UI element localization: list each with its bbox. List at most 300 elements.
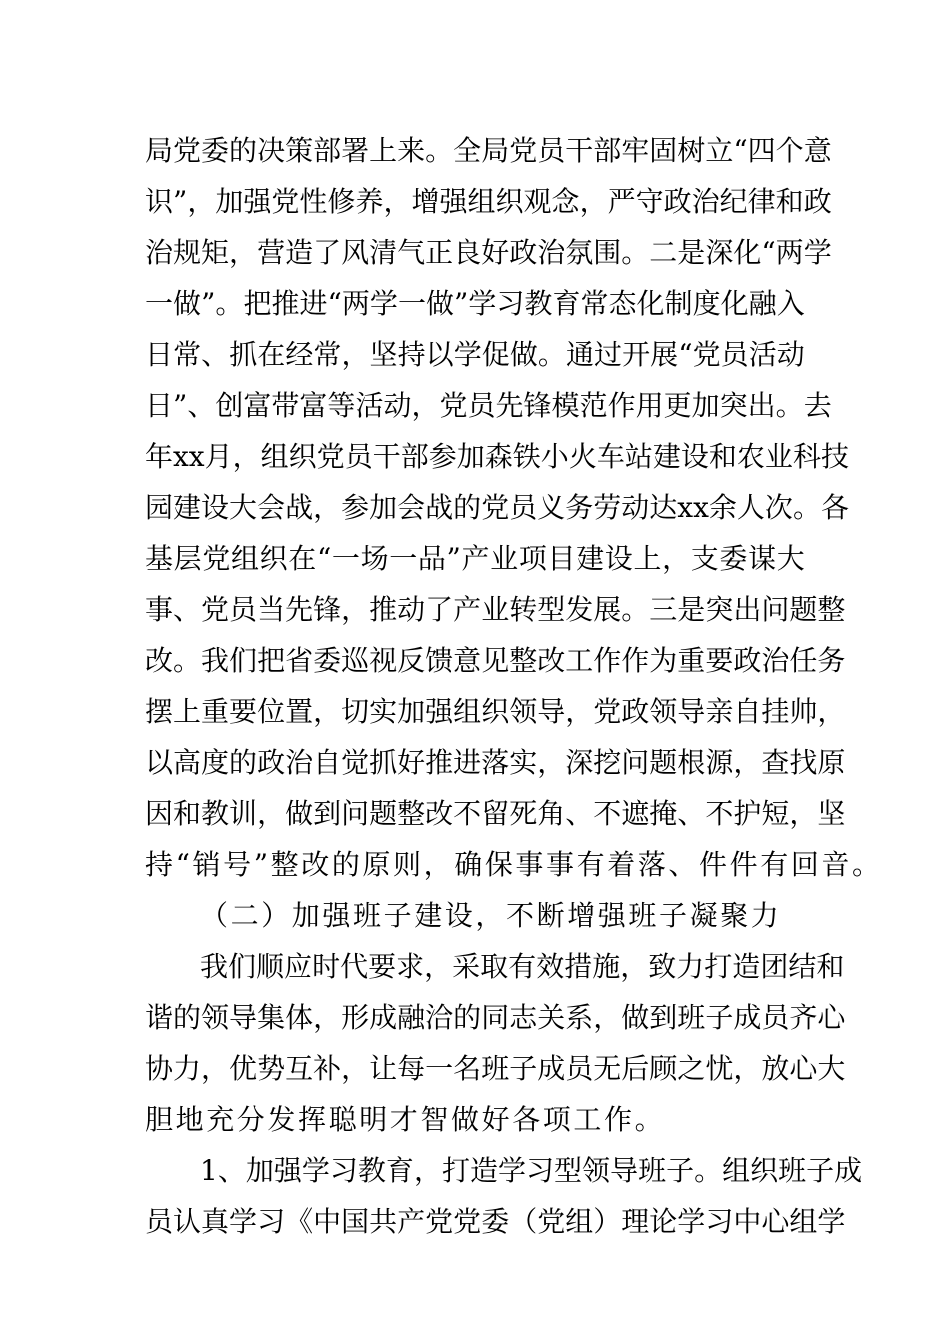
glyph: 矩 <box>201 236 230 269</box>
glyph: 团 <box>760 950 789 983</box>
glyph: 子 <box>666 1154 695 1187</box>
glyph: 源 <box>705 746 734 779</box>
glyph: 四 <box>747 134 776 167</box>
glyph: 治 <box>761 644 790 677</box>
glyph: 把 <box>257 644 286 677</box>
glyph: 展 <box>593 593 622 626</box>
glyph: 开 <box>622 338 651 371</box>
glyph: ” <box>173 389 188 422</box>
glyph: 的 <box>453 491 482 524</box>
glyph: 结 <box>788 950 817 983</box>
glyph: 织 <box>750 1154 779 1187</box>
glyph: 动 <box>621 491 650 524</box>
glyph: 育 <box>385 1154 414 1187</box>
glyph: 会 <box>257 491 286 524</box>
glyph: 找 <box>789 746 818 779</box>
glyph: 局 <box>481 134 510 167</box>
glyph: 建 <box>576 542 605 575</box>
glyph: 三 <box>649 593 678 626</box>
glyph: 应 <box>284 950 313 983</box>
glyph: 念 <box>551 185 580 218</box>
glyph: 留 <box>481 797 510 830</box>
glyph: 做 <box>509 338 538 371</box>
glyph: 让 <box>369 1052 398 1085</box>
glyph: 习 <box>257 1205 286 1238</box>
glyph: 突 <box>719 389 748 422</box>
glyph: 习 <box>705 1205 734 1238</box>
glyph: 基 <box>145 542 174 575</box>
glyph: 、 <box>187 389 216 422</box>
glyph: 效 <box>536 950 565 983</box>
glyph: 视 <box>369 644 398 677</box>
glyph: 做 <box>285 797 314 830</box>
glyph: 设 <box>201 491 230 524</box>
glyph: 学 <box>301 1154 330 1187</box>
glyph: 律 <box>747 185 776 218</box>
glyph: 政 <box>663 185 692 218</box>
glyph: “ <box>678 338 693 371</box>
glyph: 好 <box>481 236 510 269</box>
glyph: 改 <box>425 797 454 830</box>
glyph: 动 <box>397 593 426 626</box>
glyph: 不 <box>453 797 482 830</box>
glyph: ， <box>413 1154 442 1187</box>
glyph: 造 <box>285 236 314 269</box>
glyph: 参 <box>341 491 370 524</box>
glyph: 常 <box>313 338 342 371</box>
glyph: 力 <box>173 1052 202 1085</box>
glyph: 员 <box>509 491 538 524</box>
glyph: 上 <box>369 134 398 167</box>
glyph: 班 <box>481 1052 510 1085</box>
glyph: 组 <box>260 440 289 473</box>
glyph: 是 <box>677 593 706 626</box>
glyph: 范 <box>579 389 608 422</box>
glyph: 到 <box>313 797 342 830</box>
glyph: 馈 <box>425 644 454 677</box>
glyph: ， <box>341 593 370 626</box>
glyph: 协 <box>145 1052 174 1085</box>
glyph: “ <box>327 287 342 320</box>
glyph: 。 <box>621 236 650 269</box>
glyph: 整 <box>817 593 846 626</box>
glyph: 纪 <box>719 185 748 218</box>
glyph: 全 <box>453 134 482 167</box>
glyph: 科 <box>792 440 821 473</box>
glyph: 织 <box>288 440 317 473</box>
glyph: 重 <box>201 695 230 728</box>
glyph: 突 <box>705 593 734 626</box>
glyph: 谋 <box>748 542 777 575</box>
glyph: 修 <box>327 185 356 218</box>
glyph: 挖 <box>593 746 622 779</box>
glyph: 关 <box>537 1001 566 1034</box>
glyph: 打 <box>704 950 733 983</box>
glyph: 树 <box>677 134 706 167</box>
text-line <box>145 488 849 528</box>
glyph: 、 <box>217 1154 246 1187</box>
glyph: 牢 <box>621 134 650 167</box>
glyph: 。 <box>621 593 650 626</box>
glyph: 每 <box>397 1052 426 1085</box>
glyph: 技 <box>820 440 849 473</box>
glyph: 年 <box>145 440 174 473</box>
glyph: 有 <box>508 950 537 983</box>
text-line <box>145 998 846 1038</box>
glyph: 入 <box>776 287 805 320</box>
glyph: 加 <box>215 185 244 218</box>
glyph: 党 <box>425 1205 454 1238</box>
glyph: 作 <box>621 644 650 677</box>
glyph: 进 <box>299 287 328 320</box>
glyph: “ <box>316 542 332 575</box>
glyph: 反 <box>397 644 426 677</box>
glyph: 员 <box>537 134 566 167</box>
glyph: 模 <box>551 389 580 422</box>
glyph: 用 <box>635 389 664 422</box>
glyph: 的 <box>173 1001 202 1034</box>
glyph: 员 <box>344 440 373 473</box>
glyph: ， <box>341 1052 370 1085</box>
glyph: 习 <box>496 287 525 320</box>
glyph: 部 <box>313 134 342 167</box>
glyph: 意 <box>803 134 832 167</box>
glyph: 创 <box>215 389 244 422</box>
glyph: 更 <box>663 389 692 422</box>
glyph: 亲 <box>705 695 734 728</box>
glyph: 中 <box>733 1205 762 1238</box>
glyph: 等 <box>327 389 356 422</box>
glyph: 推 <box>369 593 398 626</box>
glyph: 余 <box>708 491 737 524</box>
glyph: 加 <box>397 695 426 728</box>
glyph: ， <box>411 389 440 422</box>
glyph: 员 <box>720 338 749 371</box>
glyph: 导 <box>537 695 566 728</box>
glyph: 领 <box>201 1001 230 1034</box>
glyph: 了 <box>313 236 342 269</box>
glyph: 政 <box>621 695 650 728</box>
text-line <box>145 590 846 630</box>
paragraph-last-line: 持“销号”整改的原则，确保事事有着落、件件有回音。 <box>145 848 883 881</box>
glyph: ， <box>383 185 412 218</box>
paragraph-last-line: 胆地充分发挥聪明才智做好各项工作。 <box>145 1103 666 1136</box>
glyph: 组 <box>565 1205 594 1238</box>
glyph: 治 <box>285 746 314 779</box>
text-line <box>145 233 832 273</box>
glyph: 劳 <box>593 491 622 524</box>
glyph: ， <box>424 950 453 983</box>
glyph: 们 <box>228 950 257 983</box>
glyph: 顺 <box>256 950 285 983</box>
glyph: 强 <box>425 695 454 728</box>
glyph: 锋 <box>523 389 552 422</box>
glyph: ” <box>173 185 188 218</box>
glyph: ” <box>446 542 461 575</box>
glyph: 型 <box>537 593 566 626</box>
glyph: 后 <box>621 1052 650 1085</box>
glyph: 帅 <box>789 695 818 728</box>
glyph: 党 <box>202 542 231 575</box>
glyph: 教 <box>357 1154 386 1187</box>
glyph: 党 <box>439 389 468 422</box>
glyph: ， <box>313 695 342 728</box>
glyph: 一 <box>331 542 360 575</box>
glyph: 、 <box>565 797 594 830</box>
glyph: xx <box>677 491 709 524</box>
glyph: ， <box>817 695 846 728</box>
glyph: 化 <box>636 287 665 320</box>
glyph: 育 <box>552 287 581 320</box>
glyph: 大 <box>776 542 805 575</box>
glyph: （ <box>509 1205 538 1238</box>
glyph: 织 <box>481 695 510 728</box>
glyph: 要 <box>229 695 258 728</box>
glyph: 一 <box>145 287 174 320</box>
glyph: 做 <box>173 287 202 320</box>
glyph: 通 <box>565 338 594 371</box>
glyph: 落 <box>481 746 510 779</box>
glyph: 二 <box>649 236 678 269</box>
glyph: 系 <box>565 1001 594 1034</box>
glyph: 护 <box>733 797 762 830</box>
glyph: 党 <box>537 1205 566 1238</box>
glyph: “ <box>733 134 748 167</box>
glyph: 不 <box>593 797 622 830</box>
glyph: 推 <box>425 746 454 779</box>
glyph: 党 <box>173 134 202 167</box>
glyph: 学 <box>817 1205 846 1238</box>
glyph: ， <box>257 797 286 830</box>
glyph: 遮 <box>621 797 650 830</box>
glyph: 致 <box>648 950 677 983</box>
glyph: 部 <box>593 134 622 167</box>
glyph: 立 <box>705 134 734 167</box>
glyph: ， <box>229 236 258 269</box>
glyph: 整 <box>397 797 426 830</box>
glyph: 组 <box>453 695 482 728</box>
glyph: 党 <box>453 1205 482 1238</box>
glyph: 习 <box>329 1154 358 1187</box>
glyph: 动 <box>776 338 805 371</box>
glyph: 党 <box>593 695 622 728</box>
glyph: 1 <box>200 1154 218 1187</box>
glyph: 决 <box>257 134 286 167</box>
glyph: ， <box>201 1052 230 1085</box>
glyph: 施 <box>592 950 621 983</box>
glyph: ， <box>341 338 370 371</box>
glyph: 车 <box>596 440 625 473</box>
glyph: 死 <box>509 797 538 830</box>
glyph: 义 <box>537 491 566 524</box>
glyph: 掩 <box>649 797 678 830</box>
glyph: 推 <box>271 287 300 320</box>
glyph: 展 <box>650 338 679 371</box>
text-line <box>145 539 805 579</box>
text-line <box>145 386 832 426</box>
glyph: ， <box>187 185 216 218</box>
glyph: 加 <box>691 389 720 422</box>
glyph: 治 <box>537 236 566 269</box>
glyph: 上 <box>633 542 662 575</box>
glyph: 班 <box>677 1001 706 1034</box>
glyph: 问 <box>761 593 790 626</box>
glyph: 学 <box>369 287 398 320</box>
glyph: 、 <box>677 797 706 830</box>
glyph: 清 <box>369 236 398 269</box>
glyph: 志 <box>509 1001 538 1034</box>
glyph: 成 <box>537 1052 566 1085</box>
glyph: 务 <box>817 644 846 677</box>
glyph: 正 <box>425 236 454 269</box>
glyph: 做 <box>621 1001 650 1034</box>
glyph: 各 <box>820 491 849 524</box>
glyph: 干 <box>372 440 401 473</box>
glyph: 经 <box>285 338 314 371</box>
glyph: 气 <box>397 236 426 269</box>
glyph: 优 <box>229 1052 258 1085</box>
glyph: 委 <box>313 644 342 677</box>
glyph: 训 <box>229 797 258 830</box>
glyph: 题 <box>649 746 678 779</box>
glyph: 党 <box>692 338 721 371</box>
glyph: 活 <box>748 338 777 371</box>
glyph: 员 <box>229 593 258 626</box>
glyph: ， <box>593 1001 622 1034</box>
glyph: 加 <box>245 1154 274 1187</box>
glyph: 来 <box>397 134 426 167</box>
glyph: ， <box>537 746 566 779</box>
glyph: 参 <box>428 440 457 473</box>
glyph: 次 <box>764 491 793 524</box>
glyph: 在 <box>288 542 317 575</box>
glyph: 任 <box>789 644 818 677</box>
glyph: 到 <box>649 1001 678 1034</box>
glyph: 学 <box>453 338 482 371</box>
glyph: 中 <box>313 1205 342 1238</box>
glyph: 目 <box>547 542 576 575</box>
glyph: ， <box>789 797 818 830</box>
glyph: 学 <box>229 1205 258 1238</box>
glyph: 铁 <box>512 440 541 473</box>
glyph: 设 <box>680 440 709 473</box>
glyph: ” <box>454 287 469 320</box>
glyph: 重 <box>677 644 706 677</box>
glyph: 角 <box>537 797 566 830</box>
glyph: 以 <box>145 746 174 779</box>
glyph: 我 <box>201 644 230 677</box>
glyph: 领 <box>582 1154 611 1187</box>
glyph: ， <box>620 950 649 983</box>
glyph: 形 <box>341 1001 370 1034</box>
glyph: 改 <box>145 644 174 677</box>
glyph: 真 <box>201 1205 230 1238</box>
glyph: 员 <box>467 389 496 422</box>
glyph: 班 <box>778 1154 807 1187</box>
glyph: 体 <box>285 1001 314 1034</box>
glyph: 型 <box>554 1154 583 1187</box>
glyph: 产 <box>397 1205 426 1238</box>
glyph: 整 <box>509 644 538 677</box>
glyph: 部 <box>400 440 429 473</box>
glyph: 做 <box>425 287 454 320</box>
glyph: 论 <box>649 1205 678 1238</box>
glyph: 好 <box>397 746 426 779</box>
glyph: 力 <box>676 950 705 983</box>
glyph: 支 <box>690 542 719 575</box>
glyph: 增 <box>411 185 440 218</box>
glyph: 无 <box>593 1052 622 1085</box>
glyph: 织 <box>259 542 288 575</box>
glyph: 成 <box>834 1154 863 1187</box>
glyph: 组 <box>230 542 259 575</box>
glyph: 名 <box>453 1052 482 1085</box>
glyph: 领 <box>509 695 538 728</box>
glyph: 的 <box>229 134 258 167</box>
glyph: 良 <box>453 236 482 269</box>
glyph: 政 <box>509 236 538 269</box>
glyph: 以 <box>425 338 454 371</box>
text-line <box>145 437 849 477</box>
glyph: 两 <box>341 287 370 320</box>
glyph: 一 <box>397 287 426 320</box>
glyph: 个 <box>775 134 804 167</box>
glyph: 常 <box>580 287 609 320</box>
glyph: 项 <box>518 542 547 575</box>
glyph: xx <box>173 440 205 473</box>
glyph: 产 <box>453 593 482 626</box>
glyph: 导 <box>229 1001 258 1034</box>
glyph: 站 <box>624 440 653 473</box>
text-line <box>145 641 846 681</box>
glyph: 政 <box>733 644 762 677</box>
glyph: 理 <box>621 1205 650 1238</box>
glyph: 强 <box>273 1154 302 1187</box>
glyph: 党 <box>316 440 345 473</box>
glyph: 取 <box>480 950 509 983</box>
glyph: 党 <box>509 134 538 167</box>
glyph: 抓 <box>229 338 258 371</box>
glyph: 月 <box>204 440 233 473</box>
glyph: 坚 <box>369 338 398 371</box>
glyph: 动 <box>383 389 412 422</box>
glyph: 根 <box>677 746 706 779</box>
glyph: 治 <box>691 185 720 218</box>
glyph: 坚 <box>817 797 846 830</box>
glyph: 日 <box>145 338 174 371</box>
glyph: ） <box>593 1205 622 1238</box>
glyph: 抓 <box>369 746 398 779</box>
glyph: “ <box>761 236 776 269</box>
glyph: 性 <box>299 185 328 218</box>
glyph: 实 <box>509 746 538 779</box>
glyph: 融 <box>748 287 777 320</box>
glyph: 锋 <box>313 593 342 626</box>
glyph: 导 <box>677 695 706 728</box>
glyph: 养 <box>355 185 384 218</box>
glyph: 心 <box>789 1052 818 1085</box>
glyph: 采 <box>452 950 481 983</box>
glyph: 政 <box>257 746 286 779</box>
glyph: 见 <box>481 644 510 677</box>
glyph: 造 <box>732 950 761 983</box>
glyph: 党 <box>271 185 300 218</box>
glyph: 员 <box>145 1205 174 1238</box>
glyph: 成 <box>369 1001 398 1034</box>
glyph: 不 <box>705 797 734 830</box>
glyph: 大 <box>817 1052 846 1085</box>
glyph: 导 <box>610 1154 639 1187</box>
